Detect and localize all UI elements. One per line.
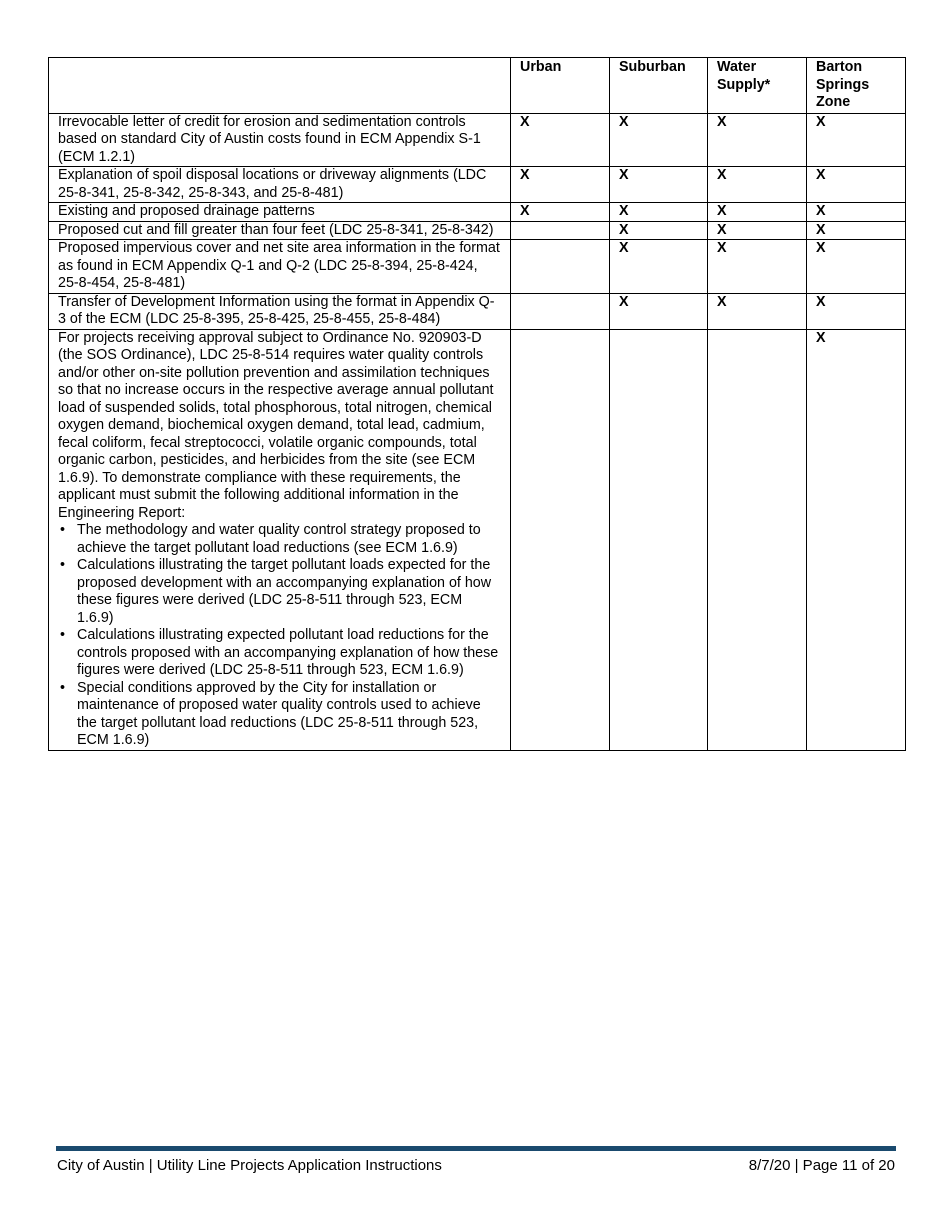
mark-barton-springs: X [807, 203, 906, 222]
row-description-sos [49, 329, 511, 750]
mark-urban [511, 221, 610, 240]
mark-barton-springs: X [807, 329, 906, 750]
table-row [49, 240, 906, 294]
mark-suburban: X [610, 221, 708, 240]
list-item: • Special conditions approved by the City for installation or maintenance of proposed water quality controls used to achieve the target pollutant load reductions (LDC 25-8-511 through 523, ECM 1.6.9) [77, 680, 502, 750]
table-row [49, 203, 906, 222]
engineering-report-list [58, 522, 502, 750]
table-row [49, 113, 906, 167]
row-description: Existing and proposed drainage patterns [49, 203, 511, 222]
mark-suburban: X [610, 203, 708, 222]
row-description: Transfer of Development Information using the format in Appendix Q-3 of the ECM (LDC 25-8-395, 25-8-425, 25-8-455, 25-8-484) [49, 293, 511, 329]
mark-water-supply: X [708, 113, 807, 167]
mark-barton-springs: X [807, 293, 906, 329]
mark-suburban: X [610, 240, 708, 294]
header-urban: Urban [511, 58, 610, 114]
table-row [49, 293, 906, 329]
header-suburban: Suburban [610, 58, 708, 114]
list-item: • Calculations illustrating the target pollutant loads expected for the proposed development with an accompanying explanation of how these figures were derived (LDC 25-8-511 through 523, ECM 1.6.9) [77, 557, 502, 627]
header-water-supply: Water Supply* [708, 58, 807, 114]
mark-urban: X [511, 203, 610, 222]
table-header-row [49, 58, 906, 114]
mark-water-supply [708, 329, 807, 750]
mark-water-supply: X [708, 293, 807, 329]
mark-urban [511, 329, 610, 750]
footer-divider [56, 1146, 896, 1151]
list-item: • The methodology and water quality control strategy proposed to achieve the target pollutant load reductions (see ECM 1.6.9) [77, 522, 502, 557]
row-description: Proposed impervious cover and net site area information in the format as found in ECM Appendix Q-1 and Q-2 (LDC 25-8-394, 25-8-424, 25-8-454, 25-8-481) [49, 240, 511, 294]
sos-ordinance-text: For projects receiving approval subject to Ordinance No. 920903-D (the SOS Ordinance), LDC 25-8-514 requires water quality controls and/or other on-site pollution prevention and assimilation techniques so that no increase occurs in the respective average annual pollutant load of suspended solids, total phosphorous, total nitrogen, chemical oxygen demand, biochemical oxygen demand, total lead, cadmium, fecal coliform, fecal streptococci, volatile organic compounds, total organic carbon, pesticides, and herbicides from the site (see ECM 1.6.9). To demonstrate compliance with these requirements, the applicant must submit the following additional information in the Engineering Report: [58, 329, 494, 521]
mark-urban [511, 240, 610, 294]
mark-water-supply: X [708, 221, 807, 240]
mark-barton-springs: X [807, 240, 906, 294]
footer-document-title: City of Austin | Utility Line Projects Application Instructions [57, 1157, 442, 1174]
row-description: Irrevocable letter of credit for erosion and sedimentation controls based on standard City of Austin costs found in ECM Appendix S-1 (ECM 1.2.1) [49, 113, 511, 167]
header-blank [49, 58, 511, 114]
table-row [49, 329, 906, 750]
row-description: Proposed cut and fill greater than four feet (LDC 25-8-341, 25-8-342) [49, 221, 511, 240]
header-barton-springs: Barton Springs Zone [807, 58, 906, 114]
mark-suburban [610, 329, 708, 750]
mark-urban: X [511, 167, 610, 203]
mark-suburban: X [610, 167, 708, 203]
requirements-table [48, 57, 906, 751]
mark-barton-springs: X [807, 167, 906, 203]
mark-water-supply: X [708, 203, 807, 222]
mark-barton-springs: X [807, 113, 906, 167]
table-row [49, 167, 906, 203]
row-description: Explanation of spoil disposal locations or driveway alignments (LDC 25-8-341, 25-8-342, 25-8-343, and 25-8-481) [49, 167, 511, 203]
table-row [49, 221, 906, 240]
mark-urban [511, 293, 610, 329]
footer-page-info: 8/7/20 | Page 11 of 20 [748, 1157, 895, 1174]
list-item: • Calculations illustrating expected pollutant load reductions for the controls proposed with an accompanying explanation of how these figures were derived (LDC 25-8-511 through 523, ECM 1.6.9) [77, 627, 502, 680]
mark-urban: X [511, 113, 610, 167]
mark-water-supply: X [708, 167, 807, 203]
mark-water-supply: X [708, 240, 807, 294]
mark-suburban: X [610, 293, 708, 329]
mark-barton-springs: X [807, 221, 906, 240]
mark-suburban: X [610, 113, 708, 167]
